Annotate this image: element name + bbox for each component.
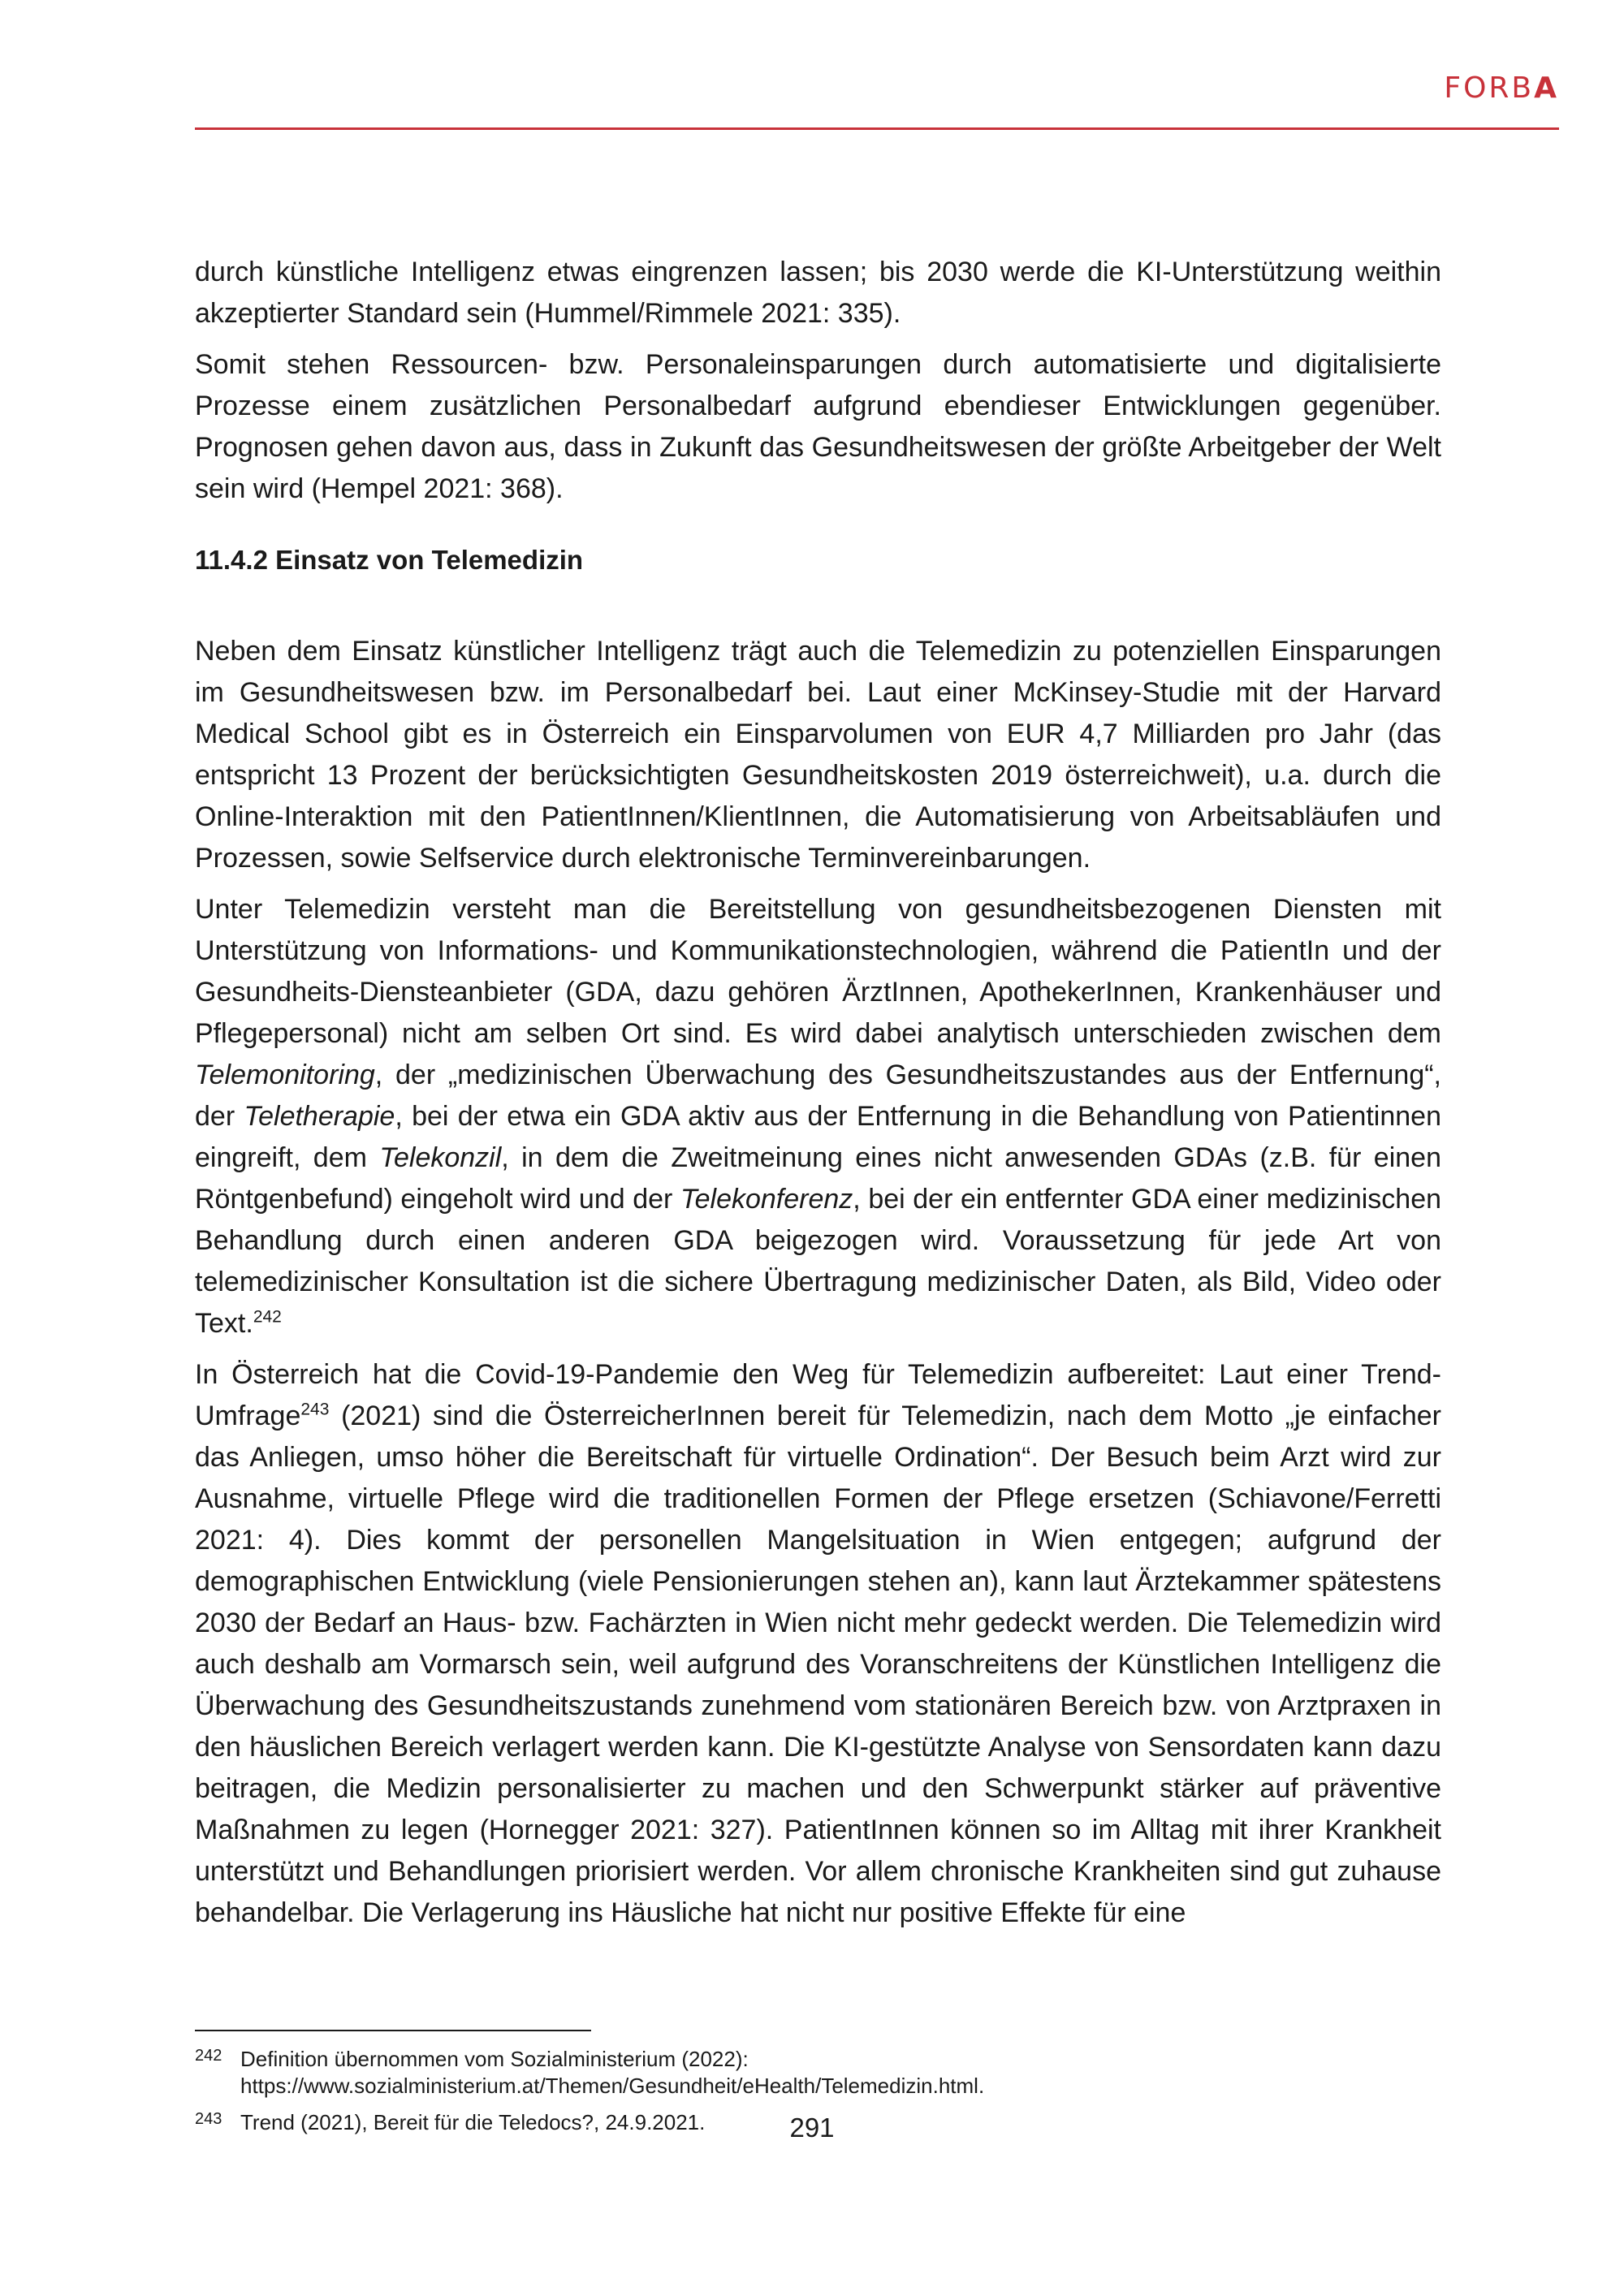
p4-text-a: Unter Telemedizin versteht man die Bereitstellung von gesundheitsbezogenen Diensten mit Unterstützung von Informations- und Kommunikationstechnologien, während die PatientIn und der Gesundheits-Diensteanbieter (GDA, dazu gehören ÄrztInnen, ApothekerInnen, Krankenhäuser und Pflegepersonal) nicht am selben Ort sind. Es wird dabei analytisch unterschieden zwischen dem xyxy=(195,894,1441,1049)
footnote-number: 242 xyxy=(195,2047,222,2065)
footnote-ref-243[interactable]: 243 xyxy=(300,1400,330,1419)
paragraph-4 xyxy=(195,889,1441,1344)
p4-text-b: , der „medizinischen Überwachung des Gesundheitszustandes aus der Entfernung“, der xyxy=(195,1060,1441,1132)
logo-text-bold: A xyxy=(1534,71,1559,105)
paragraph-1: durch künstliche Intelligenz etwas eingrenzen lassen; bis 2030 werde die KI-Unterstützung weithin akzeptierter Standard sein (Hummel/Rimmele 2021: 335). xyxy=(195,257,1441,329)
footnote-ref-242[interactable]: 242 xyxy=(253,1307,282,1327)
p4-text-c: , bei der etwa ein GDA aktiv aus der Entfernung in die Behandlung von Patientinnen eingreift, dem xyxy=(195,1101,1441,1173)
paragraph-3: Neben dem Einsatz künstlicher Intelligenz trägt auch die Telemedizin zu potenziellen Einsparungen im Gesundheitswesen bzw. im Personalbedarf bei. Laut einer McKinsey-Studie mit der Harvard Medical School gibt es in Österreich ein Einsparvolumen von EUR 4,7 Milliarden pro Jahr (das entspricht 13 Prozent der berücksichtigten Gesundheitskosten 2019 österreichweit), u.a. durch die Online-Interaktion mit den PatientInnen/KlientInnen, die Automatisierung von Arbeitsabläufen und Prozessen, sowie Selfservice durch elektronische Terminvereinbarungen. xyxy=(195,636,1441,874)
paragraph-5 xyxy=(195,1354,1441,1934)
footnote-242 xyxy=(195,2046,1389,2100)
p5-text-a: In Österreich hat die Covid-19-Pandemie den Weg für Telemedizin aufbereitet: Laut einer Trend-Umfrage xyxy=(195,1359,1441,1431)
p4-text-e: , bei der ein entfernter GDA einer medizinischen Behandlung durch einen anderen GDA beigezogen wird. Voraussetzung für jede Art von telemedizinischer Konsultation ist die sichere Übertragung medizinischer Daten, als Bild, Video oder Text. xyxy=(195,1184,1442,1339)
footnote-text[interactable]: Definition übernommen vom Sozialministerium (2022): https://www.sozialministerium.at/Themen/Gesundheit/eHealth/Telemedizin.html. xyxy=(240,2047,985,2098)
p5-text-b: (2021) sind die ÖsterreicherInnen bereit für Telemedizin, nach dem Motto „je einfacher das Anliegen, umso höher die Bereitschaft für virtuelle Ordination“. Der Besuch beim Arzt wird zur Ausnahme, virtuelle Pflege wird die traditionellen Formen der Pflege ersetzen (Schiavone/Ferretti 2021: 4). Dies kommt der personellen Mangelsituation in Wien entgegen; aufgrund der demographischen Entwicklung (viele Pensionierungen stehen an), kann laut Ärztekammer spätestens 2030 der Bedarf an Haus- bzw. Fachärzten in Wien nicht mehr gedeckt werden. Die Telemedizin wird auch deshalb am Vormarsch sein, weil aufgrund des Voranschreitens der Künstlichen Intelligenz die Überwachung des Gesundheitszustands zunehmend vom stationären Bereich bzw. von Arztpraxen in den häuslichen Bereich verlagert werden kann. Die KI-gestützte Analyse von Sensordaten kann dazu beitragen, die Medizin personalisierter zu machen und den Schwerpunkt stärker auf präventive Maßnahmen zu legen (Hornegger 2021: 327). PatientInnen können so im Alltag mit ihrer Krankheit unterstützt und Behandlungen priorisiert werden. Vor allem chronische Krankheiten sind gut zuhause behandelbar. Die Verlagerung ins Häusliche hat nicht nur positive Effekte für eine xyxy=(195,1400,1441,1928)
term-telekonzil: Telekonzil xyxy=(379,1142,502,1173)
term-teletherapie: Teletherapie xyxy=(244,1101,395,1132)
footnote-number: 243 xyxy=(195,2110,222,2128)
forba-logo xyxy=(1444,71,1559,105)
header-rule xyxy=(195,127,1559,130)
footnote-rule xyxy=(195,2030,591,2031)
paragraph-2: Somit stehen Ressourcen- bzw. Personaleinsparungen durch automatisierte und digitalisierte Prozesse einem zusätzlichen Personalbedarf aufgrund ebendieser Entwicklungen gegenüber. Prognosen gehen davon aus, dass in Zukunft das Gesundheitswesen der größte Arbeitgeber der Welt sein wird (Hempel 2021: 368). xyxy=(195,349,1441,504)
main-content xyxy=(195,252,1441,1944)
p4-text-d: , in dem die Zweitmeinung eines nicht anwesenden GDAs (z.B. für einen Röntgenbefund) eingeholt wird und der xyxy=(195,1142,1441,1215)
term-telemonitoring: Telemonitoring xyxy=(195,1060,375,1090)
section-heading: 11.4.2 Einsatz von Telemedizin xyxy=(195,545,584,575)
footnote-text: Trend (2021), Bereit für die Teledocs?, 24.9.2021. xyxy=(240,2110,706,2134)
page-number: 291 xyxy=(789,2113,835,2143)
logo-text-regular: FORB xyxy=(1444,71,1535,105)
term-telekonferenz: Telekonferenz xyxy=(680,1184,853,1215)
